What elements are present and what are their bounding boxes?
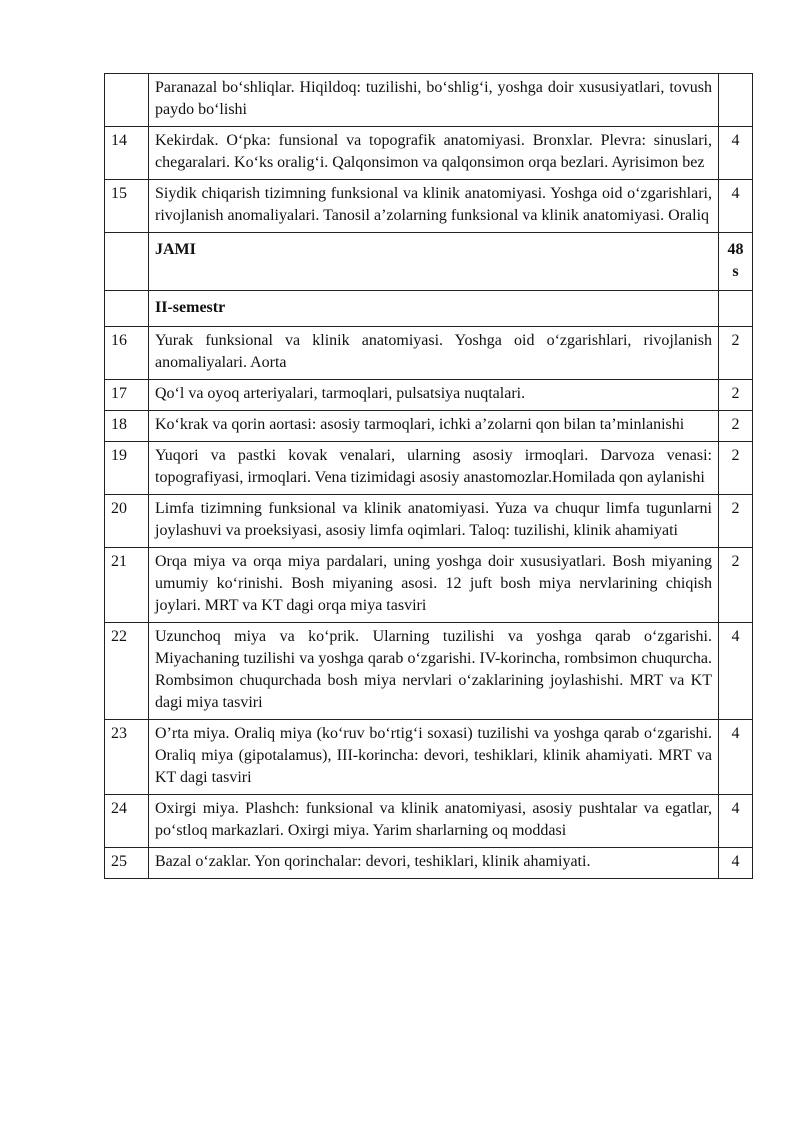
row-topic: O’rta miya. Oraliq miya (ko‘ruv bo‘rtig‘i soxasi) tuzilishi va yoshga qarab o‘zgarishi. Oraliq miya (gipotalamus), III-korincha: devori, teshiklari, klinik ahamiyati. MRT va KT dagi tasviri xyxy=(149,720,719,795)
syllabus-table xyxy=(104,73,753,879)
table-row xyxy=(105,327,753,380)
row-hours xyxy=(719,291,753,327)
row-topic: Orqa miya va orqa miya pardalari, uning yoshga doir xususiyatlari. Bosh miyaning umumiy ko‘rinishi. Bosh miyaning asosi. 12 juft bosh miya nervlarining chiqish joylari. MRT va KT dagi orqa miya tasviri xyxy=(149,548,719,623)
row-hours: 4 xyxy=(719,795,753,848)
table-row xyxy=(105,411,753,442)
row-number: 16 xyxy=(105,327,149,380)
row-number: 24 xyxy=(105,795,149,848)
row-hours: 2 xyxy=(719,411,753,442)
row-topic: Kekirdak. O‘pka: funsional va topografik anatomiyasi. Bronxlar. Plevra: sinuslari, chegaralari. Ko‘ks oralig‘i. Qalqonsimon va qalqonsimon orqa bezlari. Ayrisimon bez xyxy=(149,127,719,180)
row-hours: 4 xyxy=(719,720,753,795)
row-topic: Bazal o‘zaklar. Yon qorinchalar: devori, teshiklari, klinik ahamiyati. xyxy=(149,848,719,879)
row-topic: Oxirgi miya. Plashch: funksional va klinik anatomiyasi, asosiy pushtalar va egatlar, po‘stloq markazlari. Oxirgi miya. Yarim sharlarning oq moddasi xyxy=(149,795,719,848)
total-hours: 48 s xyxy=(719,233,753,291)
row-number: 25 xyxy=(105,848,149,879)
row-topic: Siydik chiqarish tizimning funksional va klinik anatomiyasi. Yoshga oid o‘zgarishlari, rivojlanish anomaliyalari. Tanosil a’zolarning funksional va klinik anatomiyasi. Oraliq xyxy=(149,180,719,233)
table-row xyxy=(105,720,753,795)
total-label: JAMI xyxy=(149,233,719,291)
table-row xyxy=(105,548,753,623)
row-hours: 2 xyxy=(719,327,753,380)
row-hours: 4 xyxy=(719,180,753,233)
row-number: 15 xyxy=(105,180,149,233)
row-topic: Ko‘krak va qorin aortasi: asosiy tarmoqlari, ichki a’zolarni qon bilan ta’minlanishi xyxy=(149,411,719,442)
row-number: 18 xyxy=(105,411,149,442)
table-row xyxy=(105,795,753,848)
row-topic: Qo‘l va oyoq arteriyalari, tarmoqlari, pulsatsiya nuqtalari. xyxy=(149,380,719,411)
row-hours: 4 xyxy=(719,848,753,879)
table-row xyxy=(105,180,753,233)
row-hours: 2 xyxy=(719,548,753,623)
total-row xyxy=(105,233,753,291)
row-number xyxy=(105,291,149,327)
semester-heading: II-semestr xyxy=(149,291,719,327)
table-row xyxy=(105,495,753,548)
row-topic: Yurak funksional va klinik anatomiyasi. Yoshga oid o‘zgarishlari, rivojlanish anomaliyalari. Aorta xyxy=(149,327,719,380)
table-row xyxy=(105,442,753,495)
table-row xyxy=(105,74,753,127)
row-topic: Limfa tizimning funksional va klinik anatomiyasi. Yuza va chuqur limfa tugunlarni joylashuvi va proeksiyasi, asosiy limfa oqimlari. Taloq: tuzilishi, klinik ahamiyati xyxy=(149,495,719,548)
row-topic: Yuqori va pastki kovak venalari, ularning asosiy irmoqlari. Darvoza venasi: topografiyasi, irmoqlari. Vena tizimidagi asosiy anastomozlar.Homilada qon aylanishi xyxy=(149,442,719,495)
row-number: 19 xyxy=(105,442,149,495)
table-row xyxy=(105,848,753,879)
row-topic: Paranazal bo‘shliqlar. Hiqildoq: tuzilishi, bo‘shlig‘i, yoshga doir xususiyatlari, tovush paydo bo‘lishi xyxy=(149,74,719,127)
row-number xyxy=(105,74,149,127)
row-number: 14 xyxy=(105,127,149,180)
table-row xyxy=(105,127,753,180)
row-number: 17 xyxy=(105,380,149,411)
table-row xyxy=(105,623,753,720)
semester-heading-row xyxy=(105,291,753,327)
row-number: 20 xyxy=(105,495,149,548)
row-hours: 4 xyxy=(719,127,753,180)
row-number: 22 xyxy=(105,623,149,720)
row-hours: 4 xyxy=(719,623,753,720)
row-topic: Uzunchoq miya va ko‘prik. Ularning tuzilishi va yoshga qarab o‘zgarishi. Miyachaning tuzilishi va yoshga qarab o‘zgarishi. IV-korincha, rombsimon chuqurcha. Rombsimon chuqurchada bosh miya nervlari o‘zaklarining joylashishi. MRT va KT dagi miya tasviri xyxy=(149,623,719,720)
row-hours: 2 xyxy=(719,442,753,495)
row-hours: 2 xyxy=(719,495,753,548)
table-row xyxy=(105,380,753,411)
document-page xyxy=(104,73,752,879)
row-hours xyxy=(719,74,753,127)
row-number: 23 xyxy=(105,720,149,795)
row-number xyxy=(105,233,149,291)
row-hours: 2 xyxy=(719,380,753,411)
row-number: 21 xyxy=(105,548,149,623)
